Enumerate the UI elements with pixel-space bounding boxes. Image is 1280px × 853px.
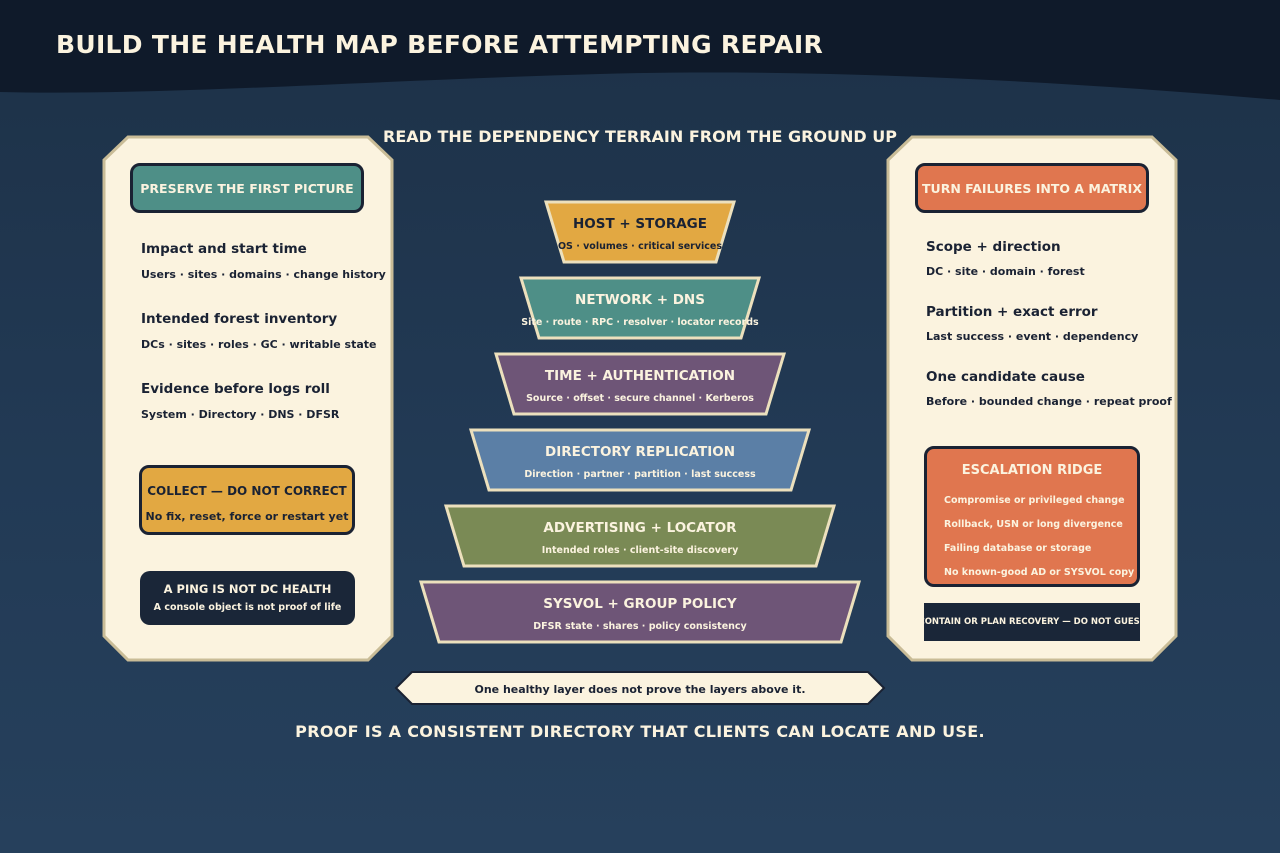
layer-band [421, 582, 859, 642]
layer-band [521, 278, 759, 338]
layer-stack [421, 202, 859, 642]
right-item-sub: DC · site · domain · forest [926, 265, 1085, 278]
layer-band [546, 202, 734, 262]
layer-title: ADVERTISING + LOCATOR [543, 520, 737, 536]
escalation-ridge-box [924, 446, 1140, 587]
left-item-sub: Users · sites · domains · change history [141, 268, 386, 281]
layer-subtitle: OS · volumes · critical services [557, 241, 723, 252]
escalation-item: No known-good AD or SYSVOL copy [944, 567, 1135, 578]
left-panel-header: PRESERVE THE FIRST PICTURE [130, 163, 364, 213]
left-item-head: Impact and start time [141, 241, 307, 257]
layer-band [496, 354, 784, 414]
layer-title: NETWORK + DNS [575, 292, 705, 308]
escalation-heading: ESCALATION RIDGE [961, 463, 1103, 478]
right-item-head: Partition + exact error [926, 304, 1098, 320]
right-item-sub: Before · bounded change · repeat proof [926, 395, 1172, 408]
layer-subtitle: Site · route · RPC · resolver · locator records [521, 317, 759, 328]
right-panel-header: TURN FAILURES INTO A MATRIX [915, 163, 1149, 213]
layer-subtitle: DFSR state · shares · policy consistency [533, 621, 747, 632]
layer-band [471, 430, 809, 490]
layer-title: SYSVOL + GROUP POLICY [543, 596, 737, 612]
layer-subtitle: Source · offset · secure channel · Kerberos [526, 393, 754, 404]
layer-band [446, 506, 834, 566]
layer-subtitle: Intended roles · client-site discovery [541, 545, 739, 556]
layer-title: TIME + AUTHENTICATION [544, 368, 736, 384]
diagram-subtitle: READ THE DEPENDENCY TERRAIN FROM THE GROUND UP [383, 127, 897, 146]
collect-heading: COLLECT — DO NOT CORRECT [147, 484, 347, 498]
right-item-sub: Last success · event · dependency [926, 330, 1139, 343]
left-item-head: Evidence before logs roll [141, 381, 330, 397]
footer-statement: PROOF IS A CONSISTENT DIRECTORY THAT CLIENTS CAN LOCATE AND USE. [295, 722, 985, 741]
left-item-sub: DCs · sites · roles · GC · writable state [141, 338, 377, 351]
ping-heading: A PING IS NOT DC HEALTH [163, 582, 332, 596]
left-item-sub: System · Directory · DNS · DFSR [141, 408, 340, 421]
right-item-head: One candidate cause [926, 369, 1085, 385]
ping-subtext: A console object is not proof of life [153, 602, 342, 613]
collect-subtext: No fix, reset, force or restart yet [145, 510, 349, 523]
right-item-head: Scope + direction [926, 239, 1061, 255]
layers-note: One healthy layer does not prove the layers above it. [474, 683, 806, 696]
escalation-item: Rollback, USN or long divergence [944, 519, 1123, 530]
page-title: BUILD THE HEALTH MAP BEFORE ATTEMPTING REPAIR [56, 30, 823, 59]
layer-title: HOST + STORAGE [573, 216, 707, 232]
contain-banner: CONTAIN OR PLAN RECOVERY — DO NOT GUESS [924, 603, 1140, 641]
escalation-item: Compromise or privileged change [944, 495, 1125, 506]
escalation-item: Failing database or storage [944, 543, 1092, 554]
layer-subtitle: Direction · partner · partition · last success [524, 469, 756, 480]
left-item-head: Intended forest inventory [141, 311, 338, 327]
layer-title: DIRECTORY REPLICATION [544, 444, 736, 460]
